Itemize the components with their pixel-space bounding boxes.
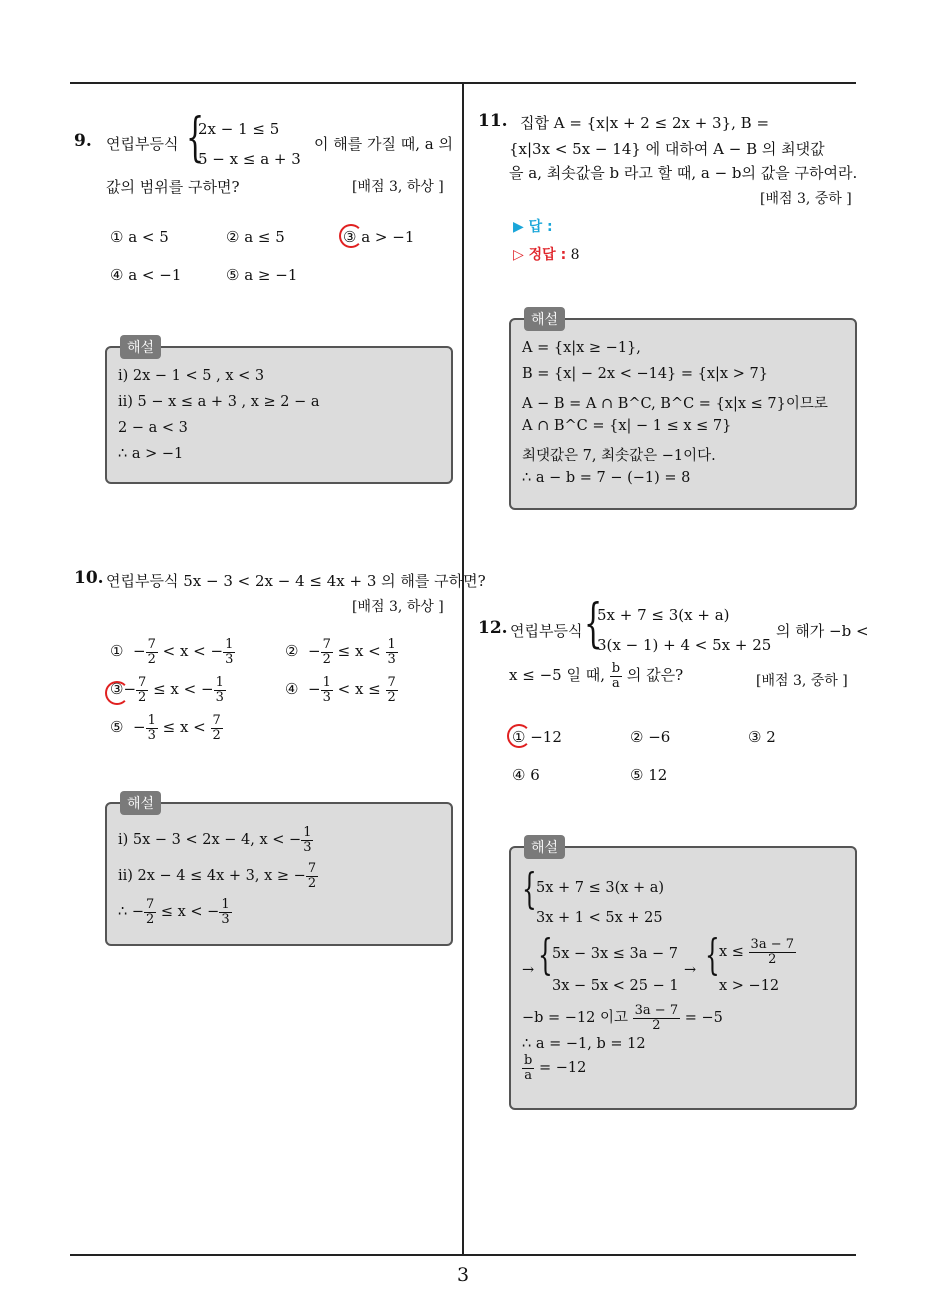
q11-correct xyxy=(513,244,580,264)
frac-num: 1 xyxy=(147,713,156,728)
q12-grade: [배점 3, 중하 ] xyxy=(756,673,848,689)
frac-num: 7 xyxy=(147,637,156,652)
q10-option-4-mark: ④ xyxy=(285,680,299,699)
frac xyxy=(146,638,158,666)
q9-sol-line-1: i) 2x − 1 < 5 , x < 3 xyxy=(118,368,265,384)
frac xyxy=(219,898,231,926)
frac-den: 3 xyxy=(225,651,234,667)
frac-num: 3a − 7 xyxy=(750,937,794,952)
q12-sol-brace-1: { xyxy=(522,864,537,913)
frac-den: 2 xyxy=(387,689,396,705)
frac-num: b xyxy=(524,1053,533,1068)
q12-sol-line-4 xyxy=(522,1004,723,1032)
q12-option-3[interactable]: ③ 2 xyxy=(748,728,776,746)
frac xyxy=(321,676,333,704)
q9-brace: { xyxy=(186,108,205,168)
q12-line-2 xyxy=(509,662,683,690)
frac xyxy=(306,862,318,890)
frac-den: 2 xyxy=(212,727,221,743)
q10-option-2-mark: ② xyxy=(285,642,299,661)
frac-den: a xyxy=(524,1067,533,1083)
q10-option-5[interactable]: ⑤ − $\frac{1}{3}$ ≤ x < $\frac{7}{2}$ xyxy=(110,713,221,743)
q10-option-1-mark: ① xyxy=(110,642,124,661)
frac-den: 3 xyxy=(387,651,396,667)
frac-num: 1 xyxy=(215,675,224,690)
q9-number: 9. xyxy=(74,131,92,151)
frac-num: 1 xyxy=(221,897,230,912)
q12-sol-line-5: ∴ a = −1, b = 12 xyxy=(522,1036,646,1052)
q9-option-1[interactable]: ① a < 5 xyxy=(110,228,169,246)
q12-sol-arrow-2: → xyxy=(684,962,697,978)
q12-option-2[interactable]: ② −6 xyxy=(630,728,671,746)
q12-option-5[interactable]: ⑤ 12 xyxy=(630,766,668,784)
q9-option-2[interactable]: ② a ≤ 5 xyxy=(226,228,285,246)
q12-system-1: 5x + 7 ≤ 3(x + a) xyxy=(597,606,730,624)
q12-option-4[interactable]: ④ 6 xyxy=(512,766,540,784)
frac-den: a xyxy=(612,675,620,691)
frac xyxy=(749,938,796,966)
q10-grade: [배점 3, 하상 ] xyxy=(352,599,444,615)
q9-option-3[interactable]: ③ a > −1 xyxy=(343,228,415,246)
q11-line-3: 을 a, 최솟값을 b 라고 할 때, a − b의 값을 구하여라. xyxy=(509,164,858,182)
q10-sol1-text: i) 5x − 3 < 2x − 4, x < − xyxy=(118,832,302,849)
frac xyxy=(386,638,398,666)
frac-num: 3a − 7 xyxy=(634,1003,679,1018)
column-divider xyxy=(462,82,464,1256)
q12-sol-sys2-a: 5x − 3x ≤ 3a − 7 xyxy=(552,946,679,962)
frac xyxy=(522,1054,534,1082)
frac-den: 3 xyxy=(215,689,224,705)
q11-number: 11. xyxy=(478,111,508,131)
q12-option-1[interactable]: ① −12 xyxy=(512,728,562,746)
frac-den: 3 xyxy=(322,689,331,705)
q11-line-2: {x|3x < 5x − 14} 에 대하여 A − B 의 최댓값 xyxy=(509,140,825,158)
frac xyxy=(610,662,622,690)
q12-system-2: 3(x − 1) + 4 < 5x + 25 xyxy=(597,636,772,654)
bottom-rule xyxy=(70,1254,856,1256)
page-number: 3 xyxy=(456,1264,470,1286)
q10-solution-tag: 해설 xyxy=(120,791,161,815)
q12-s4b: = −5 xyxy=(684,1010,723,1027)
q12-s4a: −b = −12 이고 xyxy=(522,1010,629,1027)
q11-sol-line-3: A − B = A ∩ B^C, B^C = {x|x ≤ 7}이므로 xyxy=(522,396,828,412)
q10-option-3[interactable]: ③− $\frac{7}{2}$ ≤ x < − $\frac{1}{3}$ xyxy=(110,675,224,705)
q12-lead: 연립부등식 xyxy=(510,622,583,640)
q10-option-3-mark: ③ xyxy=(110,680,124,699)
q11-sol-line-6: ∴ a − b = 7 − (−1) = 8 xyxy=(522,470,691,486)
q9-sol-line-2: ii) 5 − x ≤ a + 3 , x ≥ 2 − a xyxy=(118,394,320,410)
q9-solution-box xyxy=(105,346,453,484)
q10-sol-line-3 xyxy=(118,898,232,926)
q10-sol-line-2 xyxy=(118,862,318,890)
q9-solution-tag: 해설 xyxy=(120,335,161,359)
q9-tail: 이 해를 가질 때, a 의 xyxy=(314,135,453,153)
frac-den: 3 xyxy=(147,727,156,743)
q10-option-4[interactable]: ④ − $\frac{1}{3}$ < x ≤ $\frac{7}{2}$ xyxy=(285,675,396,705)
frac xyxy=(386,676,398,704)
q10-option-1[interactable]: ① − $\frac{7}{2}$ < x < − $\frac{1}{3}$ xyxy=(110,637,234,667)
q12-sol-sys3-b: x > −12 xyxy=(719,978,780,994)
frac-num: 1 xyxy=(303,825,312,840)
q11-solution-tag: 해설 xyxy=(524,307,565,331)
frac-den: 2 xyxy=(652,1017,661,1033)
frac xyxy=(211,714,223,742)
q11-answer-label: ▶ 답 : xyxy=(513,219,553,235)
q11-grade: [배점 3, 중하 ] xyxy=(760,191,852,207)
q12-sol-brace-2: { xyxy=(538,930,553,979)
frac-den: 2 xyxy=(138,689,147,705)
q12-s3a: x ≤ xyxy=(719,944,744,961)
q11-sol-line-5: 최댓값은 7, 최솟값은 −1이다. xyxy=(522,448,716,464)
frac-num: 1 xyxy=(387,637,396,652)
q12-brace: { xyxy=(584,594,603,654)
q11-sol-line-2: B = {x| − 2x < −14} = {x|x > 7} xyxy=(522,366,768,382)
q12-tail: 의 해가 −b < xyxy=(776,622,869,640)
frac-num: 7 xyxy=(145,897,155,912)
q10-option-2[interactable]: ② − $\frac{7}{2}$ ≤ x < $\frac{1}{3}$ xyxy=(285,637,396,667)
frac-den: 2 xyxy=(307,875,317,891)
q10-option-5-mark: ⑤ xyxy=(110,718,124,737)
frac xyxy=(301,826,313,854)
q12-solution-tag: 해설 xyxy=(524,835,565,859)
frac xyxy=(136,676,148,704)
q10-lead: 연립부등식 5x − 3 < 2x − 4 ≤ 4x + 3 의 해를 구하면? xyxy=(106,572,486,590)
q9-option-4[interactable]: ④ a < −1 xyxy=(110,266,182,284)
q11-sol-line-4: A ∩ B^C = {x| − 1 ≤ x ≤ 7} xyxy=(522,418,732,434)
q12-sol-arrow-1: → xyxy=(522,962,535,978)
frac-num: 1 xyxy=(225,637,234,652)
q12-sol-sys2-b: 3x − 5x < 25 − 1 xyxy=(552,978,679,994)
frac-den: 2 xyxy=(147,651,156,667)
frac xyxy=(633,1004,680,1032)
q9-sol-line-3: 2 − a < 3 xyxy=(118,420,188,436)
q9-system-2: 5 − x ≤ a + 3 xyxy=(198,150,301,168)
frac-den: 2 xyxy=(145,911,155,927)
q11-line-1: 집합 A = {x|x + 2 ≤ 2x + 3}, B = xyxy=(520,114,770,132)
q9-grade: [배점 3, 하상 ] xyxy=(352,179,444,195)
q12-sol-line-6 xyxy=(522,1054,586,1082)
q11-correct-value: 8 xyxy=(570,247,580,263)
frac-den: 2 xyxy=(768,951,777,967)
q9-option-5[interactable]: ⑤ a ≥ −1 xyxy=(226,266,298,284)
frac xyxy=(214,676,226,704)
q9-line2: 값의 범위를 구하면? xyxy=(106,178,240,196)
frac-num: 7 xyxy=(322,637,331,652)
frac xyxy=(146,714,158,742)
q9-system-1: 2x − 1 ≤ 5 xyxy=(198,120,280,138)
q10-number: 10. xyxy=(74,568,104,588)
q10-sol3a: ∴ − xyxy=(118,904,144,921)
frac-num: 7 xyxy=(307,861,317,876)
q12-sol-sys1-a: 5x + 7 ≤ 3(x + a) xyxy=(536,880,665,896)
frac-num: 7 xyxy=(138,675,147,690)
frac-num: b xyxy=(611,661,621,676)
frac-num: 1 xyxy=(322,675,331,690)
q9-sol-line-4: ∴ a > −1 xyxy=(118,446,184,462)
frac-num: 7 xyxy=(212,713,221,728)
frac-den: 3 xyxy=(221,911,230,927)
frac xyxy=(144,898,156,926)
q10-sol2-text: ii) 2x − 4 ≤ 4x + 3, x ≥ − xyxy=(118,868,306,885)
q12-line2b: 의 값은? xyxy=(626,666,684,685)
frac-den: 2 xyxy=(322,651,331,667)
q12-number: 12. xyxy=(478,618,508,638)
q12-line2a: x ≤ −5 일 때, xyxy=(509,666,605,685)
q10-sol-line-1 xyxy=(118,826,313,854)
q12-s6: = −12 xyxy=(538,1060,587,1077)
q12-sol-sys3-a xyxy=(719,938,796,966)
q10-sol3b: ≤ x < − xyxy=(160,904,220,921)
q9-lead: 연립부등식 xyxy=(106,135,179,153)
frac xyxy=(321,638,333,666)
q11-correct-label: ▷ 정답 : xyxy=(513,247,567,263)
q12-sol-sys1-b: 3x + 1 < 5x + 25 xyxy=(536,910,663,926)
q12-sol-brace-3: { xyxy=(705,930,720,979)
q11-sol-line-1: A = {x|x ≥ −1}, xyxy=(522,340,641,356)
frac-den: 3 xyxy=(303,839,312,855)
frac xyxy=(223,638,235,666)
frac-num: 7 xyxy=(387,675,396,690)
